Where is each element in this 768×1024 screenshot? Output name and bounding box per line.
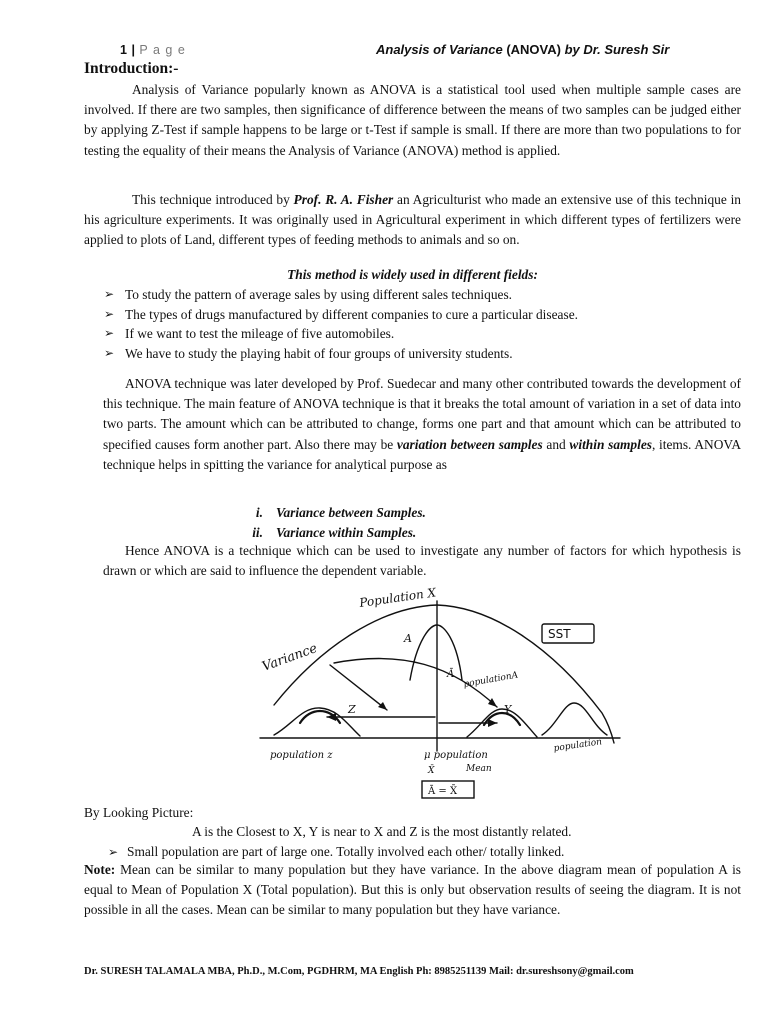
title-author: by Dr. Suresh Sir [564,42,670,57]
fig-population-a: populationA [462,670,519,690]
footer: Dr. SURESH TALAMALA MBA, Ph.D., M.Com, PGDHRM, MA English Ph: 8985251139 Mail: dr.sureshsony@gmail.com [84,966,634,977]
fig-y: Y [504,703,512,716]
page-num: 1 [120,43,127,57]
intro-paragraph: Analysis of Variance popularly known as ANOVA is a statistical tool used when multiple sample cases are involved. If there are two samples, then significance of difference between the means of two samples can be judged either by applying Z-Test if sample happens to be large or t-Test if sample is small. If there are more than two populations to for testing the equality of their means the Analysis of Variance (ANOVA) method is applied. [84,82,741,158]
list-item: ➢ To study the pattern of average sales by using different sales techniques. [104,285,578,305]
fields-list [104,285,578,363]
page-word: P a g e [139,43,186,57]
fig-a-bar: Ā [447,669,455,680]
title-italic: Analysis of Variance [376,42,503,57]
look-heading: By Looking Picture: [84,805,194,820]
title-anova: (ANOVA) [506,42,561,57]
fig-population-z: population z [270,750,333,761]
roman-text: Variance within Samples. [276,525,417,540]
intro-heading: Introduction:- [84,60,179,77]
look-line-3: ➢ Small population are part of large one. Totally involved each other/ totally linked. [127,842,564,862]
running-title [376,42,669,57]
population-x-curve [274,605,614,743]
dev-text-e: , items. ANOVA technique helps in spitting the variance for analytical purpose as [103,436,741,472]
fisher-pre: This technique introduced by [132,192,294,207]
fig-mu-population: μ population [424,750,488,761]
fig-a-eq-x: Ā = X̄ [428,786,458,797]
list-item: ➢ The types of drugs manufactured by different companies to cure a particular disease. [104,305,578,325]
page-sep: | [131,43,135,57]
fisher-post: an Agriculturist who made an extensive use of this technique in his agriculture experiments. It was originally used in Agricultural experiment in which different types of fertilizers were applied to plots of Land, different types of feeding methods to animals and so on. [84,192,741,248]
note-paragraph [84,860,741,921]
fisher-paragraph [84,190,741,251]
look-line-2: A is the Closest to X, Y is near to X and Z is the most distantly related. [192,824,572,839]
fig-z: Z [348,703,356,716]
variance-arrow-1 [330,665,387,710]
dev-within-samples: within samples [569,436,652,452]
list-item [222,503,426,523]
fig-sst: SST [548,627,571,641]
fig-a: A [404,632,412,645]
list-item: ➢ If we want to test the mileage of five automobiles. [104,324,578,344]
fig-population-x: Population X [358,585,437,610]
page-number [120,43,186,57]
list-item: ➢ We have to study the playing habit of four groups of university students. [104,344,578,364]
hence-paragraph: Hence ANOVA is a technique which can be used to investigate any number of factors for which hypothesis is drawn or which are said to influence the dependent variable. [103,543,741,579]
fig-population-right: population [553,737,603,754]
development-paragraph [103,374,741,475]
anova-diagram [252,585,622,801]
note-label: Note: [84,862,116,877]
fig-x-bar: X̄ [428,766,435,776]
arrowhead [488,719,497,727]
fig-variance: Variance [260,641,320,675]
dev-text-a: ANOVA technique was later developed by Prof. Suedecar and many other contributed towards the development of this technique. The main feature of ANOVA technique is that it breaks the total amount of variation in a set of data into two parts. The amount which can be attributed to change, forms one part and that amount which can be attributed to specified causes form another part. Also there may be [103,376,741,452]
note-text: Mean can be similar to many population but they have variance. In the above diagram mean of population A is equal to Mean of Population X (Total population). But this is only but observation results of seeing the diagram. It is not possible in all the cases. Mean can be similar to many population but they have variance. [84,862,741,918]
roman-num: ii. [252,525,263,540]
list-item [222,523,426,543]
fig-mean: Mean [466,764,492,774]
roman-list [222,503,426,543]
fields-heading: This method is widely used in different fields: [287,267,538,282]
roman-text: Variance between Samples. [276,505,426,520]
dev-text-c: and [542,436,570,452]
fisher-name: Prof. R. A. Fisher [293,192,394,207]
dev-between-samples: variation between samples [396,436,543,452]
roman-num: i. [255,505,263,520]
